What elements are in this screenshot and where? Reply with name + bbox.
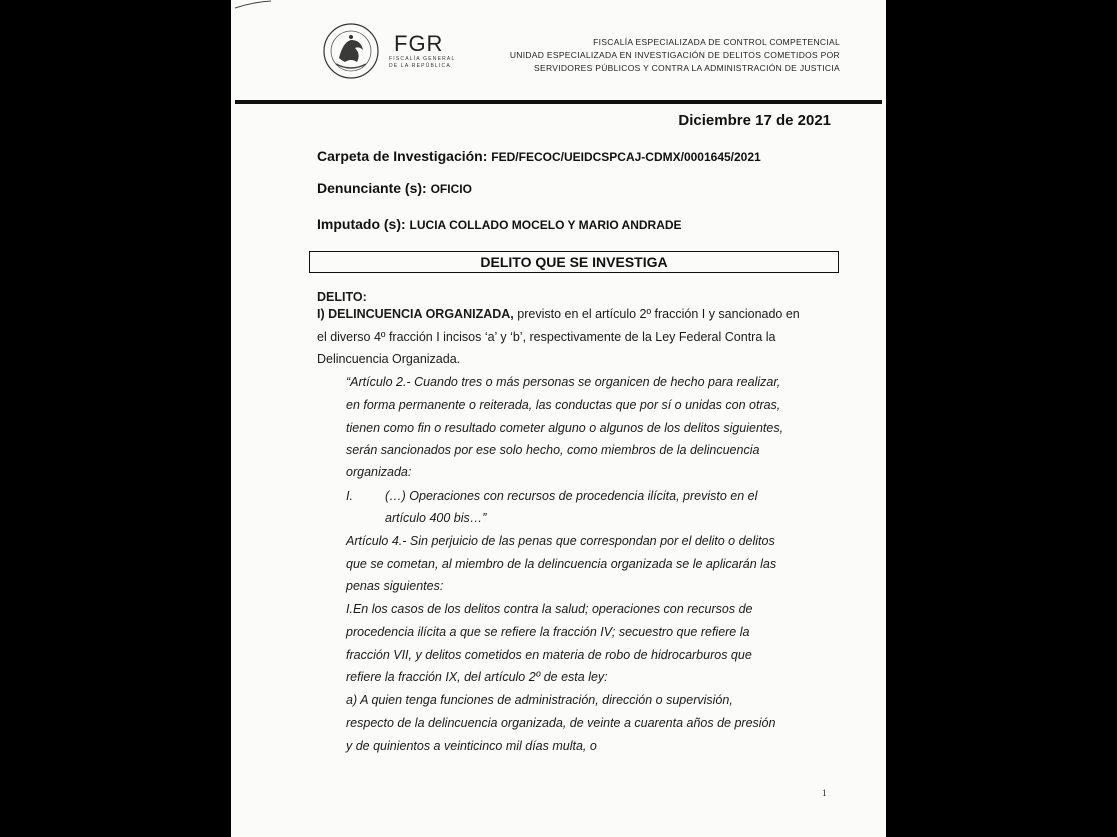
- delito-line-3: Delincuencia Organizada.: [317, 352, 461, 366]
- delito-line-1: I) DELINCUENCIA ORGANIZADA, previsto en el artículo 2º fracción I y sancionado en: [317, 307, 800, 321]
- carpeta-line: [317, 148, 761, 164]
- art4-line: y de quinientos a veinticinco mil días multa, o: [346, 739, 597, 753]
- document-date: Diciembre 17 de 2021: [678, 112, 831, 129]
- delito-line-2: el diverso 4º fracción I incisos ‘a’ y ‘b’, respectivamente de la Ley Federal Contra la: [317, 330, 776, 344]
- art2-item-line: artículo 400 bis…”: [385, 511, 487, 525]
- section-title-box: DELITO QUE SE INVESTIGA: [309, 251, 839, 273]
- fgr-logo-subtitle: FISCALÍA GENERAL DE LA REPÚBLICA: [389, 56, 456, 69]
- art2-line: en forma permanente o reiterada, las conductas que por sí o unidas con otras,: [346, 398, 781, 412]
- art4-line: I.En los casos de los delitos contra la salud; operaciones con recursos de: [346, 602, 753, 616]
- unit-line: FISCALÍA ESPECIALIZADA DE CONTROL COMPETENCIAL: [593, 37, 840, 47]
- art4-line: fracción VII, y delitos cometidos en materia de robo de hidrocarburos que: [346, 648, 752, 662]
- fgr-logo-text: FGR: [394, 31, 444, 56]
- header-divider: [235, 100, 882, 104]
- art2-line: tienen como fin o resultado cometer alguno o algunos de los delitos siguientes,: [346, 421, 784, 435]
- imputado-line: [317, 216, 682, 232]
- denunciante-value: OFICIO: [430, 182, 472, 196]
- art2-item-line: (…) Operaciones con recursos de procedencia ilícita, previsto en el: [385, 489, 758, 503]
- carpeta-label: Carpeta de Investigación:: [317, 148, 488, 164]
- art4-line: penas siguientes:: [346, 579, 444, 593]
- national-seal-icon: [321, 22, 381, 80]
- art2-item-number: I.: [346, 489, 353, 503]
- imputado-label: Imputado (s):: [317, 216, 406, 232]
- art2-line: “Artículo 2.- Cuando tres o más personas se organicen de hecho para realizar,: [346, 375, 781, 389]
- art4-line: Artículo 4.- Sin perjuicio de las penas que correspondan por el delito o delitos: [346, 534, 775, 548]
- imputado-value: LUCIA COLLADO MOCELO Y MARIO ANDRADE: [409, 218, 682, 232]
- unit-line: UNIDAD ESPECIALIZADA EN INVESTIGACIÓN DE DELITOS COMETIDOS POR: [509, 50, 840, 60]
- pen-mark: [233, 0, 273, 10]
- denunciante-line: [317, 180, 472, 196]
- delito-label: DELITO:: [317, 290, 367, 304]
- art2-line: serán sancionados por ese solo hecho, como miembros de la delincuencia: [346, 443, 760, 457]
- page-number: 1: [822, 788, 827, 798]
- art4-line: respecto de la delincuencia organizada, de veinte a cuarenta años de presión: [346, 716, 776, 730]
- art4-line: procedencia ilícita a que se refiere la fracción IV; secuestro que refiere la: [346, 625, 750, 639]
- unit-header: [510, 36, 840, 75]
- art4-line: a) A quien tenga funciones de administración, dirección o supervisión,: [346, 693, 733, 707]
- denunciante-label: Denunciante (s):: [317, 180, 427, 196]
- art4-line: que se cometan, al miembro de la delincuencia organizada se le aplicarán las: [346, 557, 777, 571]
- document-page: [231, 0, 886, 837]
- art2-line: organizada:: [346, 465, 412, 479]
- art4-line: refiere la fracción IX, del artículo 2º de esta ley:: [346, 670, 608, 684]
- carpeta-value: FED/FECOC/UEIDCSPCAJ-CDMX/0001645/2021: [491, 150, 761, 164]
- delito-heading: I) DELINCUENCIA ORGANIZADA,: [317, 307, 514, 321]
- unit-line: SERVIDORES PÚBLICOS Y CONTRA LA ADMINISTRACIÓN DE JUSTICIA: [534, 63, 840, 73]
